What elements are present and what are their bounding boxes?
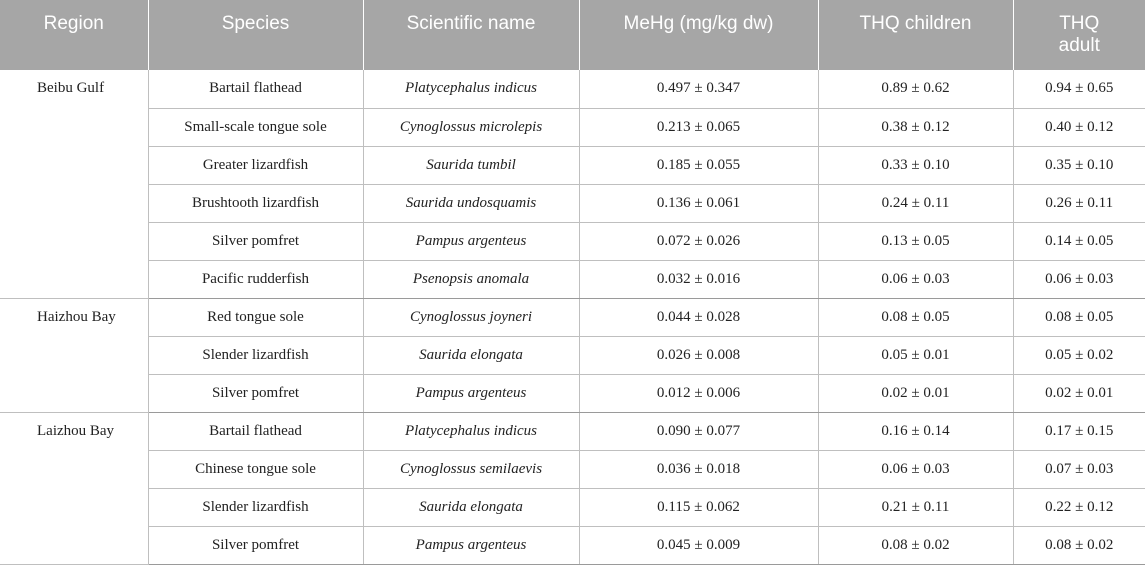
region-cell: Beibu Gulf (0, 70, 148, 298)
header-mehg-label: MeHg (mg/kg dw) (623, 13, 774, 34)
table-row (0, 450, 1145, 488)
mehg-cell: 0.012 ± 0.006 (579, 374, 818, 412)
species-cell: Greater lizardfish (148, 146, 363, 184)
mehg-cell: 0.044 ± 0.028 (579, 298, 818, 336)
mehg-cell: 0.497 ± 0.347 (579, 70, 818, 108)
thq-children-cell: 0.05 ± 0.01 (818, 336, 1013, 374)
thq-children-cell: 0.13 ± 0.05 (818, 222, 1013, 260)
table-row (0, 108, 1145, 146)
species-cell: Brushtooth lizardfish (148, 184, 363, 222)
header-thq-adult-line1: THQ (1059, 13, 1100, 34)
table-row (0, 222, 1145, 260)
table-row (0, 488, 1145, 526)
species-cell: Chinese tongue sole (148, 450, 363, 488)
mehg-cell: 0.072 ± 0.026 (579, 222, 818, 260)
scientific-name-cell: Saurida tumbil (363, 146, 579, 184)
table-body (0, 70, 1145, 564)
thq-adult-cell: 0.08 ± 0.05 (1013, 298, 1145, 336)
thq-children-cell: 0.02 ± 0.01 (818, 374, 1013, 412)
species-cell: Pacific rudderfish (148, 260, 363, 298)
scientific-name-cell: Platycephalus indicus (363, 70, 579, 108)
scientific-name-cell: Saurida undosquamis (363, 184, 579, 222)
thq-adult-cell: 0.07 ± 0.03 (1013, 450, 1145, 488)
species-cell: Small-scale tongue sole (148, 108, 363, 146)
species-cell: Red tongue sole (148, 298, 363, 336)
thq-children-cell: 0.33 ± 0.10 (818, 146, 1013, 184)
scientific-name-cell: Psenopsis anomala (363, 260, 579, 298)
mehg-cell: 0.036 ± 0.018 (579, 450, 818, 488)
species-cell: Silver pomfret (148, 526, 363, 564)
header-scientific-name (363, 0, 579, 70)
table-row (0, 374, 1145, 412)
mehg-cell: 0.213 ± 0.065 (579, 108, 818, 146)
scientific-name-cell: Pampus argenteus (363, 222, 579, 260)
header-thq-children (818, 0, 1013, 70)
scientific-name-cell: Saurida elongata (363, 336, 579, 374)
table-row (0, 70, 1145, 108)
mehg-cell: 0.115 ± 0.062 (579, 488, 818, 526)
header-region-label: Region (43, 13, 104, 34)
thq-children-cell: 0.16 ± 0.14 (818, 412, 1013, 450)
table-row (0, 298, 1145, 336)
thq-children-cell: 0.08 ± 0.02 (818, 526, 1013, 564)
header-thq-adult (1013, 0, 1145, 70)
species-cell: Bartail flathead (148, 70, 363, 108)
table-row (0, 412, 1145, 450)
thq-adult-cell: 0.94 ± 0.65 (1013, 70, 1145, 108)
thq-adult-cell: 0.14 ± 0.05 (1013, 222, 1145, 260)
thq-children-cell: 0.24 ± 0.11 (818, 184, 1013, 222)
scientific-name-cell: Pampus argenteus (363, 526, 579, 564)
header-row (0, 0, 1145, 70)
mehg-cell: 0.090 ± 0.077 (579, 412, 818, 450)
thq-adult-cell: 0.22 ± 0.12 (1013, 488, 1145, 526)
species-cell: Slender lizardfish (148, 336, 363, 374)
thq-children-cell: 0.06 ± 0.03 (818, 260, 1013, 298)
table-row (0, 146, 1145, 184)
scientific-name-cell: Pampus argenteus (363, 374, 579, 412)
header-species (148, 0, 363, 70)
table-row (0, 336, 1145, 374)
header-species-label: Species (221, 13, 290, 34)
header-thq-children-label: THQ children (859, 13, 972, 34)
thq-adult-cell: 0.05 ± 0.02 (1013, 336, 1145, 374)
table-header (0, 0, 1145, 70)
thq-adult-cell: 0.40 ± 0.12 (1013, 108, 1145, 146)
header-mehg (579, 0, 818, 70)
mehg-cell: 0.032 ± 0.016 (579, 260, 818, 298)
thq-children-cell: 0.06 ± 0.03 (818, 450, 1013, 488)
table-row (0, 184, 1145, 222)
table-row (0, 260, 1145, 298)
thq-adult-cell: 0.17 ± 0.15 (1013, 412, 1145, 450)
thq-adult-cell: 0.26 ± 0.11 (1013, 184, 1145, 222)
header-scientific-name-label: Scientific name (406, 13, 536, 34)
species-cell: Silver pomfret (148, 222, 363, 260)
header-thq-adult-label (1059, 0, 1100, 57)
scientific-name-cell: Saurida elongata (363, 488, 579, 526)
species-cell: Slender lizardfish (148, 488, 363, 526)
thq-children-cell: 0.38 ± 0.12 (818, 108, 1013, 146)
mehg-cell: 0.045 ± 0.009 (579, 526, 818, 564)
mehg-cell: 0.136 ± 0.061 (579, 184, 818, 222)
scientific-name-cell: Cynoglossus joyneri (363, 298, 579, 336)
header-region (0, 0, 148, 70)
mehg-cell: 0.026 ± 0.008 (579, 336, 818, 374)
species-cell: Silver pomfret (148, 374, 363, 412)
region-cell: Haizhou Bay (0, 298, 148, 412)
scientific-name-cell: Cynoglossus microlepis (363, 108, 579, 146)
thq-adult-cell: 0.06 ± 0.03 (1013, 260, 1145, 298)
region-cell: Laizhou Bay (0, 412, 148, 564)
thq-adult-cell: 0.02 ± 0.01 (1013, 374, 1145, 412)
scientific-name-cell: Cynoglossus semilaevis (363, 450, 579, 488)
thq-children-cell: 0.21 ± 0.11 (818, 488, 1013, 526)
thq-adult-cell: 0.35 ± 0.10 (1013, 146, 1145, 184)
thq-children-cell: 0.89 ± 0.62 (818, 70, 1013, 108)
thq-adult-cell: 0.08 ± 0.02 (1013, 526, 1145, 564)
mehg-cell: 0.185 ± 0.055 (579, 146, 818, 184)
scientific-name-cell: Platycephalus indicus (363, 412, 579, 450)
thq-children-cell: 0.08 ± 0.05 (818, 298, 1013, 336)
header-thq-adult-line2: adult (1058, 35, 1100, 56)
table-row (0, 526, 1145, 564)
species-cell: Bartail flathead (148, 412, 363, 450)
